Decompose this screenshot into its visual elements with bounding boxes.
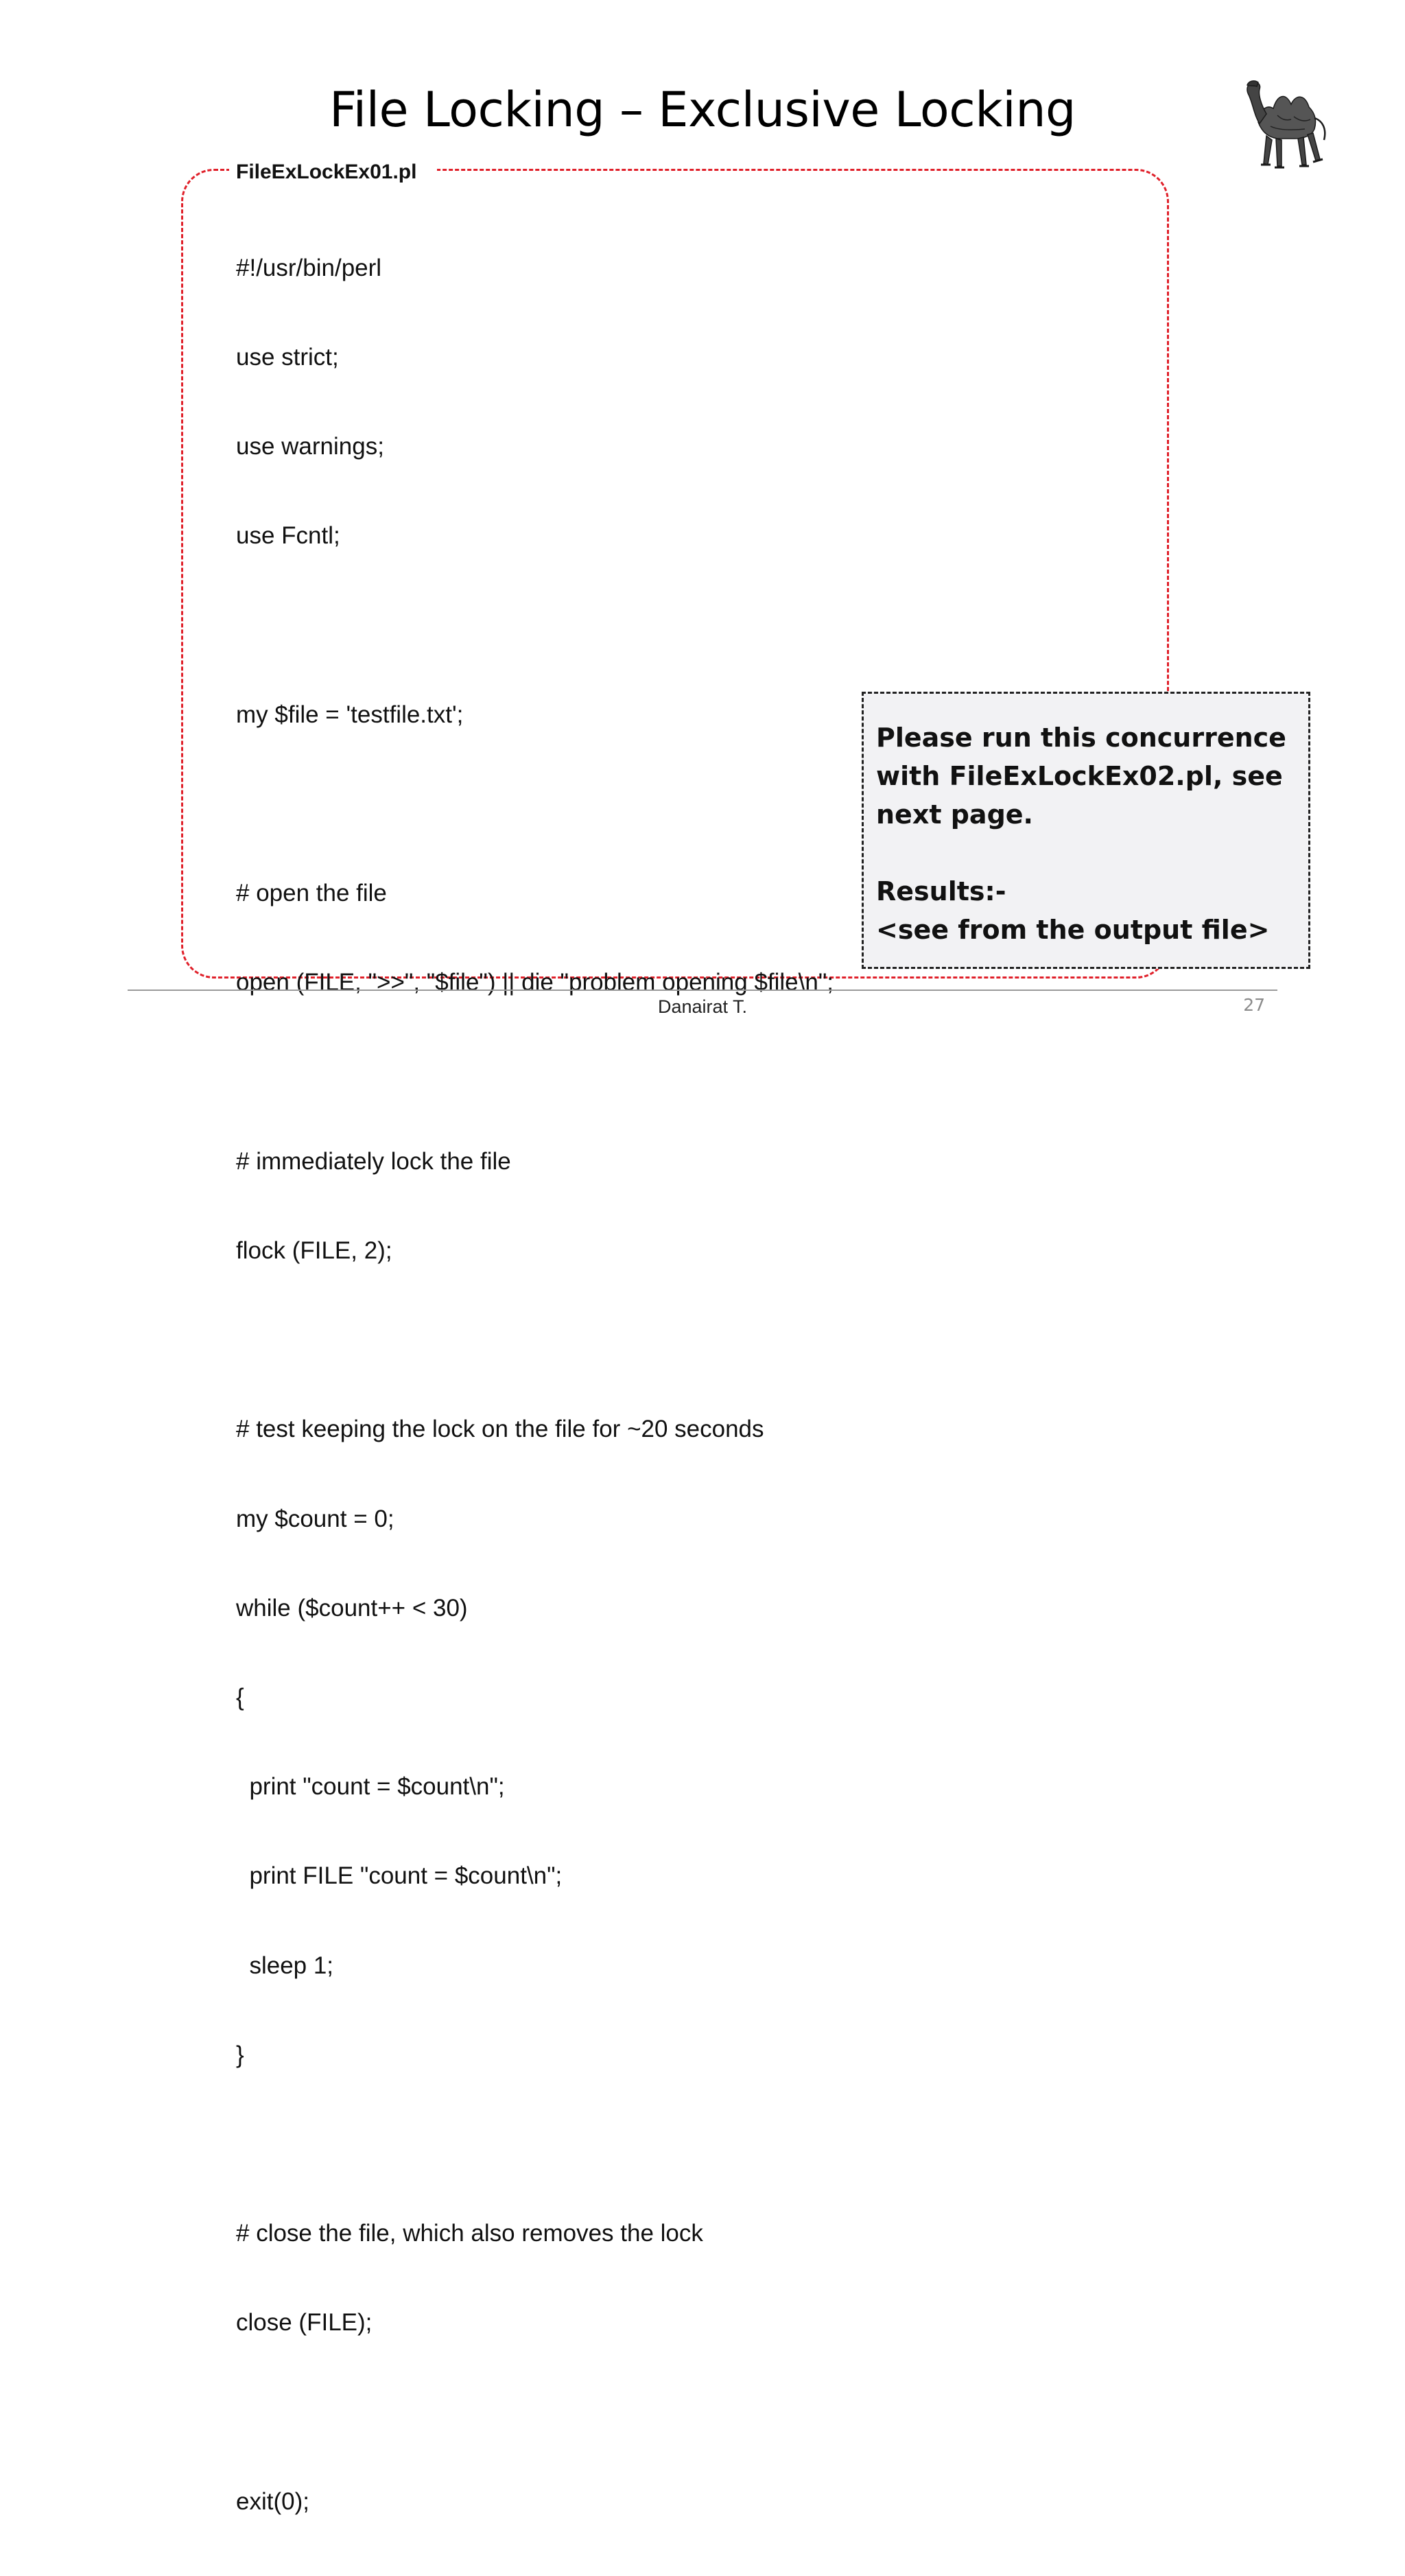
note-line: with FileExLockEx02.pl, see [876, 761, 1283, 791]
code-line [236, 2129, 834, 2159]
code-line [236, 789, 834, 819]
code-line [236, 1325, 834, 1355]
code-line [236, 1057, 834, 1087]
note-line [876, 834, 1296, 872]
code-line: # test keeping the lock on the file for ~20 seconds [236, 1416, 764, 1443]
code-line [236, 611, 834, 640]
code-line: use strict; [236, 344, 339, 371]
footer-divider [128, 990, 1277, 991]
code-line: #!/usr/bin/perl [236, 254, 382, 281]
note-box [862, 692, 1310, 969]
code-line: close (FILE); [236, 2309, 373, 2337]
note-line: Please run this concurrence [876, 723, 1286, 753]
code-block [236, 194, 834, 2576]
code-line: use Fcntl; [236, 522, 340, 550]
page-number: 27 [1243, 995, 1265, 1015]
code-line: my $count = 0; [236, 1505, 394, 1532]
code-filename: FileExLockEx01.pl [229, 159, 437, 185]
note-line: next page. [876, 799, 1033, 830]
code-line: } [236, 2041, 244, 2068]
code-line: flock (FILE, 2); [236, 1237, 392, 1265]
code-line [236, 2398, 834, 2427]
note-results-value: <see from the output file> [876, 915, 1270, 945]
code-line: # immediately lock the file [236, 1147, 511, 1175]
code-line: print FILE "count = $count\n"; [236, 1862, 563, 1890]
code-line: # open the file [236, 880, 387, 907]
slide-title: File Locking – Exclusive Locking [329, 82, 1076, 138]
code-line: # close the file, which also removes the lock [236, 2220, 703, 2247]
code-line: sleep 1; [236, 1952, 334, 1979]
code-line: use warnings; [236, 433, 384, 460]
camel-icon [1243, 74, 1336, 173]
code-line: open (FILE, ">>", "$file") || die "problem opening $file\n"; [236, 969, 834, 996]
code-line: exit(0); [236, 2487, 309, 2515]
note-results-label: Results:- [876, 876, 1006, 906]
footer-author: Danairat T. [657, 996, 748, 1017]
code-line: print "count = $count\n"; [236, 1773, 505, 1801]
code-line: my $file = 'testfile.txt'; [236, 701, 464, 728]
code-line: while ($count++ < 30) [236, 1594, 468, 1621]
code-line: { [236, 1684, 244, 1711]
